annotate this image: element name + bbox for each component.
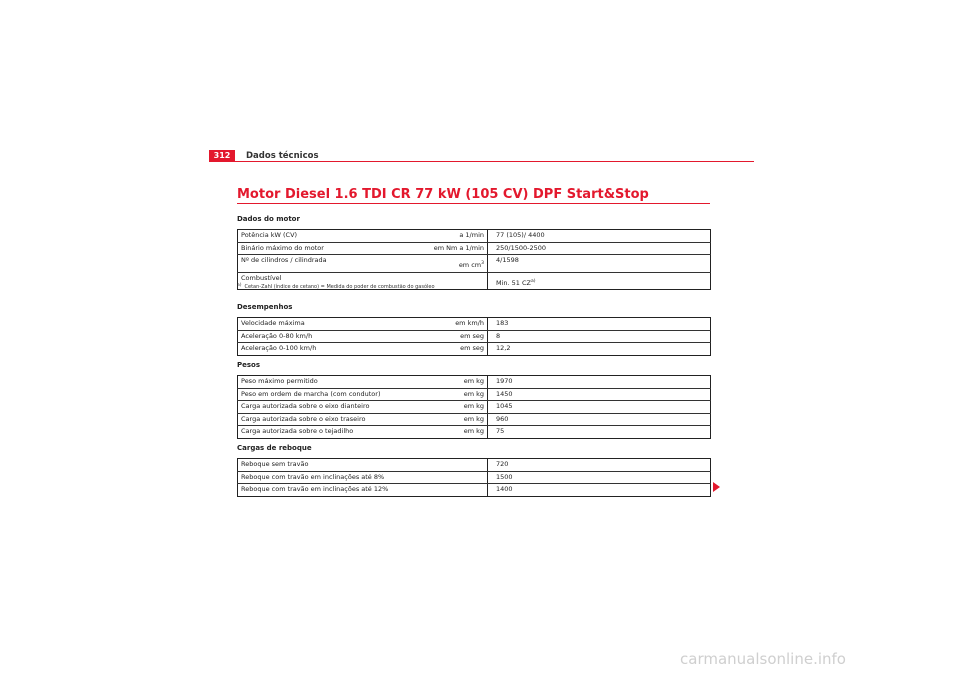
row-label: Peso máximo permitido [238, 376, 422, 389]
row-unit: em cm [458, 261, 482, 270]
row-label: Combustível [241, 274, 282, 282]
towing-table [237, 458, 711, 497]
table-row [238, 471, 711, 484]
table-row [238, 388, 711, 401]
row-label: Peso em ordem de marcha (com condutor) [238, 388, 422, 401]
row-unit: em kg [421, 401, 487, 414]
row-value: 1500 [488, 471, 711, 484]
row-label: Carga autorizada sobre o tejadilho [241, 427, 354, 435]
row-value: 75 [496, 427, 505, 435]
footnote-mark: a) [237, 283, 242, 288]
footnote-text: Cetan-Zahl (índice de cetano) = Medida do poder de combustão do gasóleo [244, 284, 435, 290]
unit-superscript: 3 [481, 261, 484, 266]
row-label: Reboque com travão em inclinações até 8% [238, 471, 422, 484]
row-value: 1400 [496, 485, 513, 493]
page-title: Motor Diesel 1.6 TDI CR 77 kW (105 CV) DPF Start&Stop [237, 187, 649, 202]
row-value-cell [488, 273, 711, 290]
header-title: Dados técnicos [246, 151, 319, 161]
row-unit [421, 484, 487, 497]
row-value: 183 [488, 318, 711, 331]
row-unit: em kg [421, 388, 487, 401]
row-label: Binário máximo do motor [238, 242, 422, 255]
table-row [238, 401, 711, 414]
next-page-arrow-icon[interactable] [713, 482, 720, 492]
page-number: 312 [209, 150, 235, 162]
watermark: carmanualsonline.info [680, 650, 846, 668]
engine-table [237, 229, 711, 290]
row-unit: em kg [421, 413, 487, 426]
row-unit-cell [421, 255, 487, 273]
row-unit: em kg [421, 376, 487, 389]
row-unit: em kg [463, 427, 484, 435]
row-value: Min. 51 CZ [496, 279, 531, 288]
table-row [238, 230, 711, 243]
row-label: Reboque sem travão [238, 459, 422, 472]
row-label: Velocidade máxima [238, 318, 422, 331]
row-label: Aceleração 0-80 km/h [238, 330, 422, 343]
row-label: Potência kW (CV) [238, 230, 422, 243]
performance-table [237, 317, 711, 356]
table-row [238, 459, 711, 472]
table-row [238, 255, 711, 273]
row-label: Carga autorizada sobre o eixo traseiro [238, 413, 422, 426]
row-label: Carga autorizada sobre o eixo dianteiro [238, 401, 422, 414]
row-value: 720 [488, 459, 711, 472]
row-label: Reboque com travão em inclinações até 12% [241, 485, 389, 493]
section-heading-engine: Dados do motor [237, 215, 300, 223]
row-value: 1450 [488, 388, 711, 401]
row-unit [421, 459, 487, 472]
row-value: 1045 [488, 401, 711, 414]
row-unit: a 1/min [421, 230, 487, 243]
row-unit [421, 471, 487, 484]
row-value: 8 [488, 330, 711, 343]
table-row [238, 426, 711, 439]
row-value: 4/1598 [488, 255, 711, 273]
table-row [238, 242, 711, 255]
section-heading-towing: Cargas de reboque [237, 444, 312, 452]
table-row [238, 318, 711, 331]
row-unit: em km/h [421, 318, 487, 331]
title-divider [237, 203, 710, 204]
row-unit: em seg [421, 330, 487, 343]
header-divider [209, 161, 754, 162]
table-row [238, 330, 711, 343]
section-heading-performance: Desempenhos [237, 303, 293, 311]
row-value: 77 (105)/ 4400 [488, 230, 711, 243]
section-heading-weights: Pesos [237, 361, 261, 369]
row-value: 250/1500-2500 [488, 242, 711, 255]
row-label: Aceleração 0-100 km/h [241, 344, 317, 352]
row-value: 1970 [488, 376, 711, 389]
row-label: Nº de cilindros / cilindrada [238, 255, 422, 273]
row-unit: em Nm a 1/min [421, 242, 487, 255]
table-row [238, 484, 711, 497]
value-superscript: a) [531, 279, 536, 284]
table-row [238, 343, 711, 356]
table-row [238, 376, 711, 389]
row-unit: em seg [460, 344, 484, 352]
row-value: 12,2 [496, 344, 511, 352]
weights-table [237, 375, 711, 439]
footnote [237, 284, 435, 290]
row-value: 960 [488, 413, 711, 426]
table-row [238, 413, 711, 426]
